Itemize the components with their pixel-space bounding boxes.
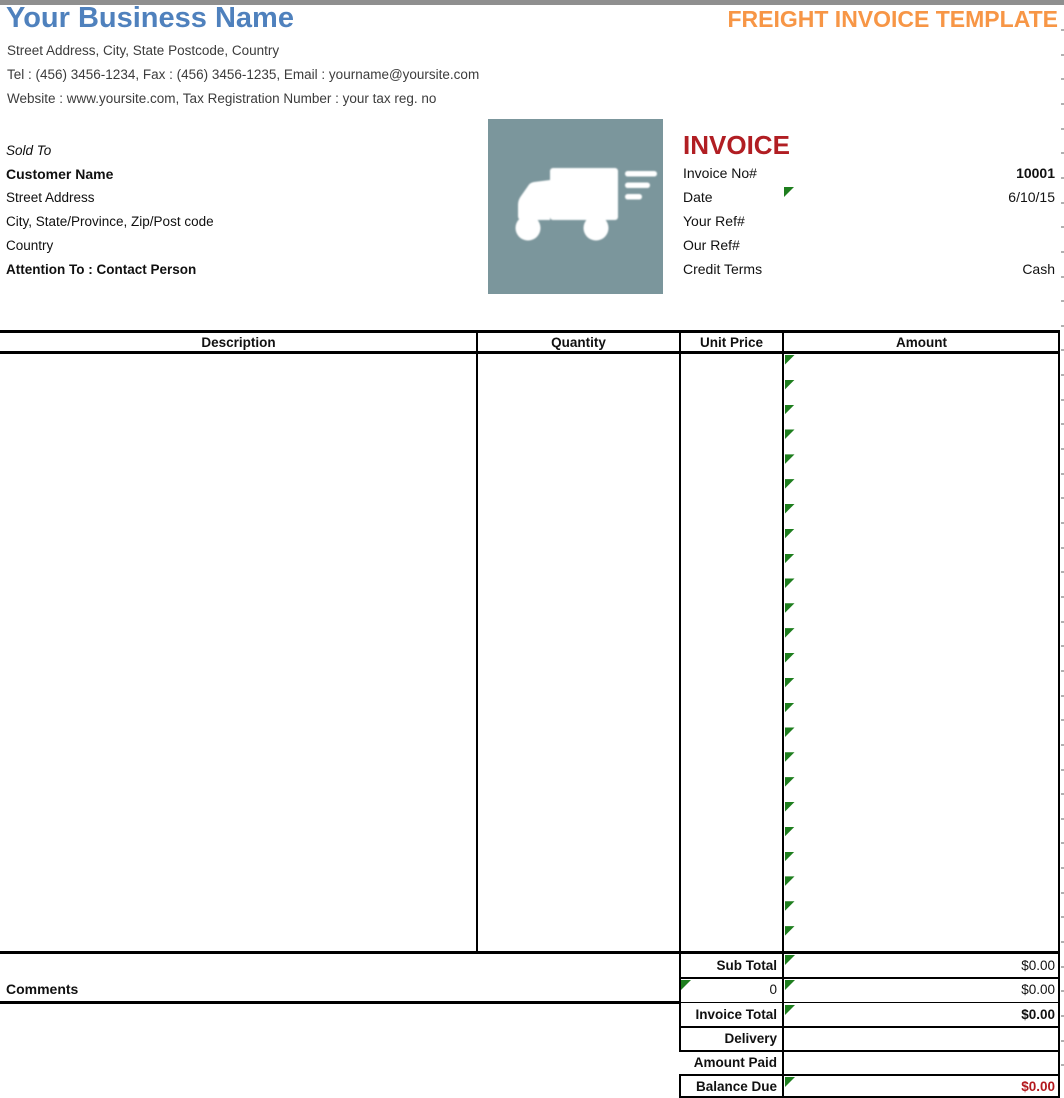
quantity-total-underline: [679, 1002, 1060, 1004]
date-value[interactable]: 6/10/15: [1008, 189, 1055, 205]
subtotal-row-underline: [679, 977, 1060, 979]
invoice-total-underline: [679, 1026, 1060, 1028]
invoice-no-label: Invoice No#: [683, 165, 757, 181]
delivery-underline: [679, 1050, 1060, 1052]
column-header-amount: Amount: [896, 335, 947, 350]
business-contact: Tel : (456) 3456-1234, Fax : (456) 3456-1235, Email : yourname@yoursite.com: [7, 67, 480, 82]
customer-name[interactable]: Customer Name: [6, 166, 114, 182]
date-label: Date: [683, 189, 713, 205]
column-header-unit-price: Unit Price: [699, 335, 764, 350]
amount-paid-label: Amount Paid: [693, 1055, 777, 1070]
amount-paid-underline: [679, 1074, 1060, 1076]
column-header-quantity: Quantity: [551, 335, 606, 350]
quantity-total-amount[interactable]: $0.00: [1021, 982, 1055, 997]
business-address: Street Address, City, State Postcode, Country: [7, 43, 280, 58]
balance-due-label: Balance Due: [695, 1079, 777, 1094]
table-border-bottom: [0, 951, 1060, 954]
balance-due-value[interactable]: $0.00: [1021, 1079, 1055, 1094]
credit-terms-label: Credit Terms: [683, 261, 763, 277]
customer-street[interactable]: Street Address: [6, 190, 95, 205]
credit-terms-value[interactable]: Cash: [1022, 261, 1055, 277]
business-website: Website : www.yoursite.com, Tax Registration Number : your tax reg. no: [7, 91, 437, 106]
sold-to-label: Sold To: [6, 143, 52, 158]
our-ref-label: Our Ref#: [683, 237, 740, 253]
balance-due-underline: [679, 1096, 1060, 1098]
invoice-total-value[interactable]: $0.00: [1021, 1007, 1055, 1022]
invoice-heading: INVOICE: [683, 130, 790, 160]
customer-country[interactable]: Country: [6, 238, 54, 253]
business-name: Your Business Name: [6, 2, 294, 34]
sub-total-label: Sub Total: [716, 958, 777, 973]
invoice-total-label: Invoice Total: [695, 1007, 777, 1022]
customer-city[interactable]: City, State/Province, Zip/Post code: [6, 214, 214, 229]
comments-underline: [0, 1001, 680, 1004]
table-border-top: [0, 330, 1060, 333]
invoice-no-value[interactable]: 10001: [1016, 165, 1055, 181]
your-ref-label: Your Ref#: [683, 213, 745, 229]
attention-to[interactable]: Attention To : Contact Person: [6, 262, 197, 277]
comments-label[interactable]: Comments: [6, 981, 79, 997]
items-table-body[interactable]: [0, 354, 1057, 951]
delivery-truck-icon: [488, 119, 663, 294]
document-title: FREIGHT INVOICE TEMPLATE: [727, 6, 1058, 32]
sub-total-value[interactable]: $0.00: [1021, 958, 1055, 973]
column-header-description: Description: [201, 335, 276, 350]
table-border-right: [1058, 330, 1061, 1098]
delivery-label: Delivery: [724, 1031, 777, 1046]
quantity-total-value[interactable]: 0: [769, 982, 777, 997]
